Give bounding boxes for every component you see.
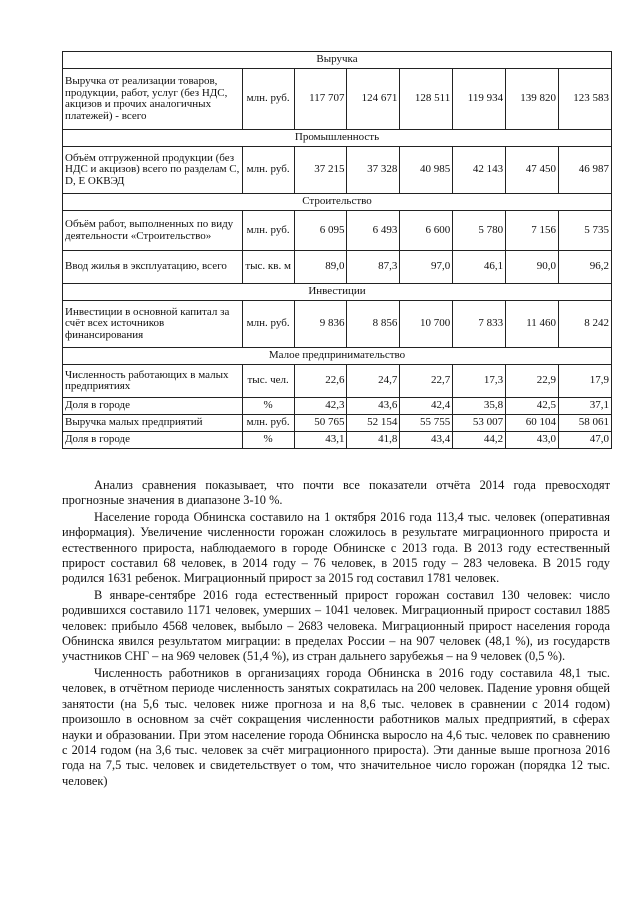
body-text	[62, 478, 610, 790]
value-cell: 6 095	[294, 211, 347, 251]
section-title: Выручка	[63, 52, 612, 69]
section-header-row	[63, 52, 612, 69]
paragraph: Население города Обнинска составило на 1 октября 2016 года 113,4 тыс. человек (оперативная информация). Увеличение численности горожан сложилось в результате миграционного прироста и естественного прироста, наблюдаемого в городе Обнинске с 2013 года. В 2013 году естественный прирост составил 68 человек, в 2014 году – 76 человек, в 2015 году – 283 человека. В 2015 году родился 1631 ребенок. Миграционный прирост за 2015 год составил 1781 человек.	[62, 509, 610, 586]
value-cell: 42,3	[294, 398, 347, 415]
value-cell: 37 215	[294, 147, 347, 194]
value-cell: 22,6	[294, 365, 347, 398]
value-cell: 47,0	[559, 432, 612, 449]
value-cell: 22,7	[400, 365, 453, 398]
unit-cell: %	[242, 432, 294, 449]
value-cell: 119 934	[453, 69, 506, 130]
value-cell: 37,1	[559, 398, 612, 415]
table-row	[63, 398, 612, 415]
value-cell: 43,0	[506, 432, 559, 449]
value-cell: 43,1	[294, 432, 347, 449]
unit-cell: млн. руб.	[242, 147, 294, 194]
value-cell: 60 104	[506, 415, 559, 432]
value-cell: 42,4	[400, 398, 453, 415]
value-cell: 8 856	[347, 301, 400, 348]
value-cell: 58 061	[559, 415, 612, 432]
paragraph: В январе-сентябре 2016 года естественный прирост горожан составил 130 человек: число родившихся составило 1171 человек, умерших – 1041 человек. Миграционный прирост составил 1885 человек: прибыло 4568 человек, выбыло – 2683 человека. Миграционный прирост населения города Обнинска явился результатом миграции: в пределах России – на 907 человек (48,1 %), из государств участников СНГ – на 969 человек (51,4 %), из стран дальнего зарубежья – на 9 человек (0,5 %).	[62, 587, 610, 664]
value-cell: 55 755	[400, 415, 453, 432]
value-cell: 50 765	[294, 415, 347, 432]
value-cell: 42,5	[506, 398, 559, 415]
table-row	[63, 69, 612, 130]
indicator-name: Объём отгруженной продукции (без НДС и акцизов) всего по разделам С, D, E ОКВЭД	[63, 147, 243, 194]
value-cell: 128 511	[400, 69, 453, 130]
table-row	[63, 301, 612, 348]
value-cell: 11 460	[506, 301, 559, 348]
value-cell: 6 493	[347, 211, 400, 251]
table-row	[63, 365, 612, 398]
value-cell: 90,0	[506, 251, 559, 284]
value-cell: 41,8	[347, 432, 400, 449]
value-cell: 46 987	[559, 147, 612, 194]
section-header-row	[63, 284, 612, 301]
value-cell: 10 700	[400, 301, 453, 348]
unit-cell: %	[242, 398, 294, 415]
value-cell: 87,3	[347, 251, 400, 284]
table-row	[63, 147, 612, 194]
value-cell: 35,8	[453, 398, 506, 415]
value-cell: 7 156	[506, 211, 559, 251]
value-cell: 40 985	[400, 147, 453, 194]
unit-cell: млн. руб.	[242, 301, 294, 348]
indicators-table	[62, 51, 612, 449]
value-cell: 8 242	[559, 301, 612, 348]
value-cell: 97,0	[400, 251, 453, 284]
value-cell: 17,3	[453, 365, 506, 398]
unit-cell: млн. руб.	[242, 415, 294, 432]
value-cell: 43,4	[400, 432, 453, 449]
unit-cell: млн. руб.	[242, 69, 294, 130]
value-cell: 46,1	[453, 251, 506, 284]
value-cell: 43,6	[347, 398, 400, 415]
paragraph: Численность работников в организациях города Обнинска в 2016 году составила 48,1 тыс. человек, в отчётном периоде численность занятых сократилась на 200 человек. Падение уровня общей занятости (на 5,6 тыс. человек ниже прогноза и на 8,6 тыс. человек в сравнении с 2014 годом) произошло в основном за счёт сокращения численности работников малых предприятий, в сферах науки и образовании. При этом население города Обнинска выросло на 4,6 тыс. человек по сравнению с 2014 годом (на 3,6 тыс. человек за счёт миграционного прироста). Эти данные выше прогноза 2016 года на 7,5 тыс. человек и свидетельствует о том, что значительное число горожан (порядка 12 тыс. человек)	[62, 665, 610, 788]
unit-cell: млн. руб.	[242, 211, 294, 251]
value-cell: 52 154	[347, 415, 400, 432]
value-cell: 117 707	[294, 69, 347, 130]
value-cell: 44,2	[453, 432, 506, 449]
indicator-name: Инвестиции в основной капитал за счёт всех источников финансирования	[63, 301, 243, 348]
section-header-row	[63, 130, 612, 147]
value-cell: 124 671	[347, 69, 400, 130]
value-cell: 53 007	[453, 415, 506, 432]
unit-cell: тыс. чел.	[242, 365, 294, 398]
table-row	[63, 211, 612, 251]
paragraph: Анализ сравнения показывает, что почти все показатели отчёта 2014 года превосходят прогнозные значения в диапазоне 3-10 %.	[62, 478, 610, 508]
value-cell: 123 583	[559, 69, 612, 130]
value-cell: 139 820	[506, 69, 559, 130]
value-cell: 37 328	[347, 147, 400, 194]
section-title: Инвестиции	[63, 284, 612, 301]
value-cell: 5 735	[559, 211, 612, 251]
value-cell: 5 780	[453, 211, 506, 251]
value-cell: 7 833	[453, 301, 506, 348]
value-cell: 17,9	[559, 365, 612, 398]
value-cell: 89,0	[294, 251, 347, 284]
indicator-name: Численность работающих в малых предприятиях	[63, 365, 243, 398]
section-title: Малое предпринимательство	[63, 348, 612, 365]
section-header-row	[63, 194, 612, 211]
indicator-name: Объём работ, выполненных по виду деятельности «Строительство»	[63, 211, 243, 251]
indicator-name: Доля в городе	[63, 432, 243, 449]
indicator-name: Выручка от реализации товаров, продукции, работ, услуг (без НДС, акцизов и прочих аналогичных платежей) - всего	[63, 69, 243, 130]
indicator-name: Доля в городе	[63, 398, 243, 415]
table-row	[63, 415, 612, 432]
value-cell: 96,2	[559, 251, 612, 284]
value-cell: 22,9	[506, 365, 559, 398]
table-row	[63, 251, 612, 284]
table-row	[63, 432, 612, 449]
value-cell: 24,7	[347, 365, 400, 398]
section-title: Строительство	[63, 194, 612, 211]
unit-cell: тыс. кв. м	[242, 251, 294, 284]
section-title: Промышленность	[63, 130, 612, 147]
value-cell: 47 450	[506, 147, 559, 194]
value-cell: 42 143	[453, 147, 506, 194]
section-header-row	[63, 348, 612, 365]
value-cell: 6 600	[400, 211, 453, 251]
indicator-name: Ввод жилья в эксплуатацию, всего	[63, 251, 243, 284]
value-cell: 9 836	[294, 301, 347, 348]
indicator-name: Выручка малых предприятий	[63, 415, 243, 432]
